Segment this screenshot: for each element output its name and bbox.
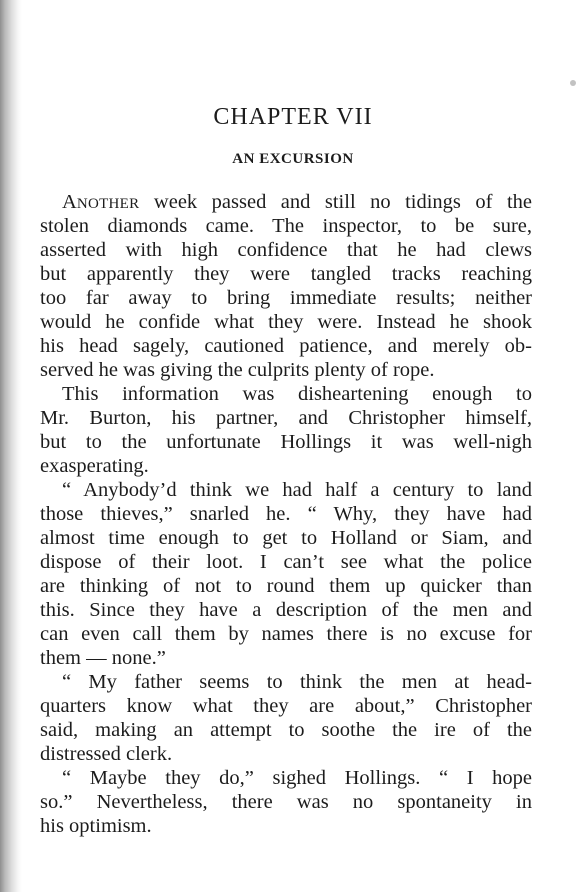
text-line: Mr. Burton, his partner, and Christopher himself, (40, 407, 532, 429)
text-line: his optimism. (40, 815, 152, 837)
text-line: too far away to bring immediate results; neither (40, 287, 532, 309)
text-line: can even call them by names there is no excuse for (40, 623, 532, 645)
text-line: them — none.” (40, 647, 166, 669)
text-line (40, 190, 532, 214)
line-remainder: week passed and still no tidings of the (139, 191, 532, 213)
text-line: This information was disheartening enough to (62, 383, 532, 405)
text-line: “ Maybe they do,” sighed Hollings. “ I hope (62, 767, 532, 789)
text-line: but apparently they were tangled tracks reaching (40, 263, 532, 285)
text-line: would he confide what they were. Instead he shook (40, 311, 532, 333)
chapter-body (40, 190, 532, 838)
chapter-title: CHAPTER VII (213, 104, 373, 130)
text-line: “ Anybody’d think we had half a century to land (62, 479, 532, 501)
text-line: this. Since they have a description of the men and (40, 599, 532, 621)
text-line: stolen diamonds came. The inspector, to be sure, (40, 215, 532, 237)
text-line: are thinking of not to round them up quicker than (40, 575, 532, 597)
text-line: dispose of their loot. I can’t see what the police (40, 551, 532, 573)
text-line: quarters know what they are about,” Christopher (40, 695, 532, 717)
text-line: so.” Nevertheless, there was no spontaneity in (40, 791, 532, 813)
text-line: served he was giving the culprits plenty of rope. (40, 359, 435, 381)
small-caps-word: ANOTHER (62, 191, 140, 213)
chapter-subtitle: AN EXCURSION (232, 151, 354, 167)
text-line: but to the unfortunate Hollings it was well-nigh (40, 431, 532, 453)
text-line: asserted with high confidence that he had clews (40, 239, 532, 261)
text-line: his head sagely, cautioned patience, and merely ob- (40, 335, 532, 357)
text-line: those thieves,” snarled he. “ Why, they have had (40, 503, 532, 525)
text-line: almost time enough to get to Holland or Siam, and (40, 527, 532, 549)
text-line: “ My father seems to think the men at head- (62, 671, 532, 693)
text-line: exasperating. (40, 455, 149, 477)
page-gutter-shadow (0, 0, 22, 892)
page-speck (570, 80, 576, 86)
text-line: said, making an attempt to soothe the ire of the (40, 719, 532, 741)
text-line: distressed clerk. (40, 743, 173, 765)
